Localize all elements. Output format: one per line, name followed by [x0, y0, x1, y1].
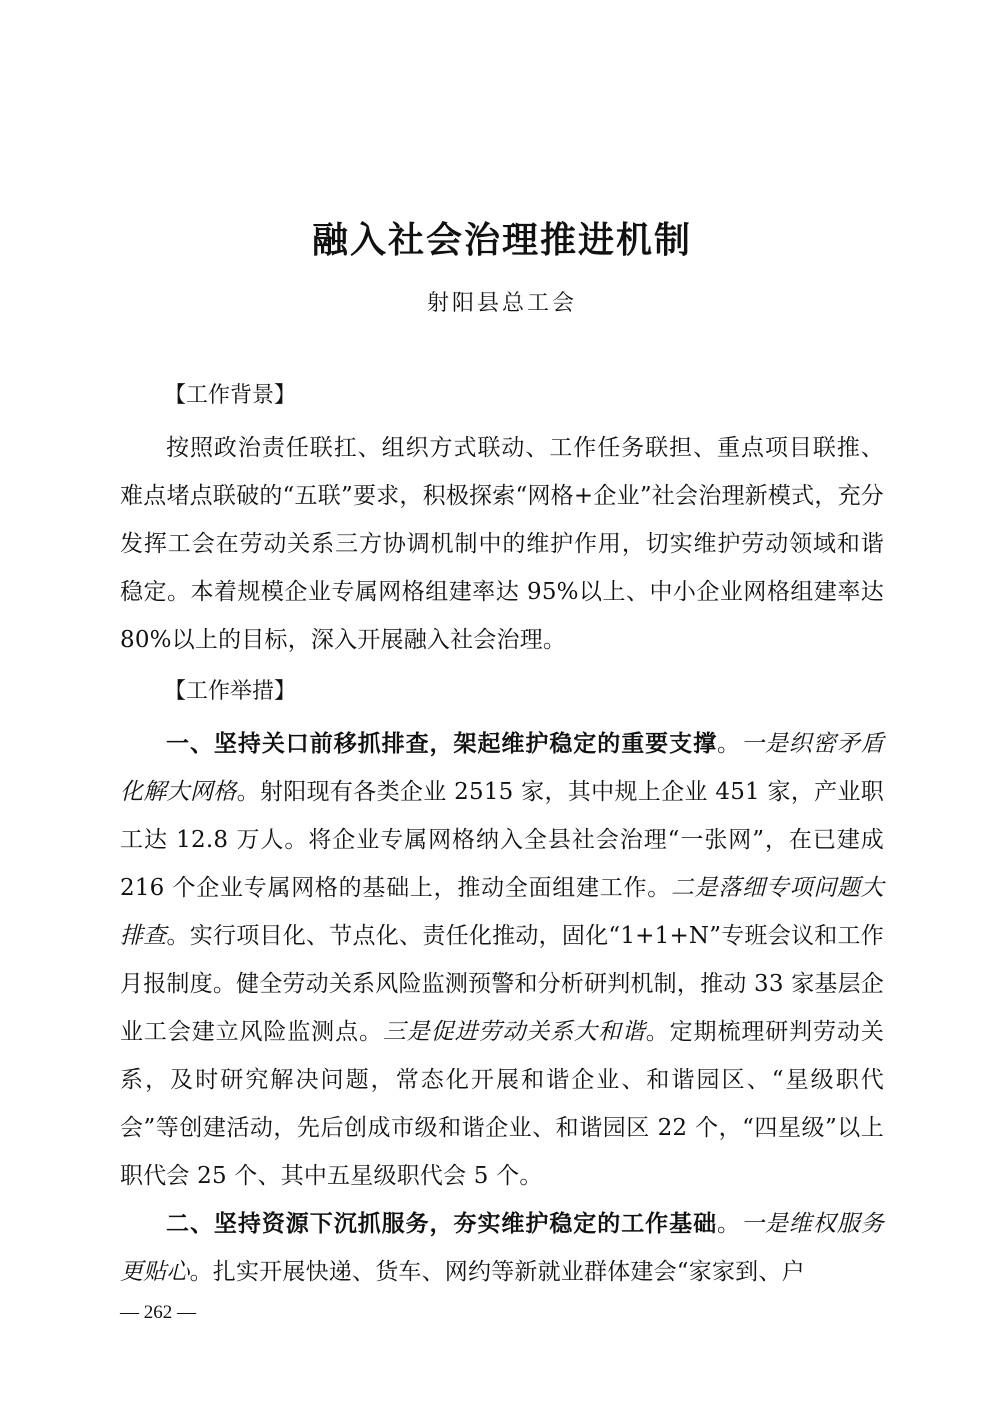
- measure-2-subhead: 二、坚持资源下沉抓服务，夯实维护稳定的工作基础: [166, 1211, 718, 1237]
- section-heading-measures: 【工作举措】: [164, 679, 297, 704]
- measure-2-period: 。: [717, 1211, 742, 1237]
- paragraph-background: 按照政治责任联扛、组织方式联动、工作任务联担、重点项目联推、难点堵点联破的“五联”要求，积极探索“网格+企业”社会治理新模式，充分发挥工会在劳动关系三方协调机制中的维护作用，切实维护劳动领域和谐稳定。本着规模企业专属网格组建率达 95%以上、中小企业网格组建率达 80%以上的目标，深入开展融入社会治理。: [120, 435, 884, 653]
- measure-2-text-1: 。扎实开展快递、货车、网约等新就业群体建会“家家到、户: [189, 1259, 805, 1285]
- paragraph-measure-2: [120, 1200, 884, 1296]
- measure-1-point-2: 二是落细专项问题大排查: [120, 875, 884, 949]
- measure-2-point-1: 一是维权服务更贴心: [120, 1211, 885, 1285]
- measure-1-text-2: 。实行项目化、节点化、责任化推动，固化“1+1+N”专班会议和工作月报制度。健全劳动关系风险监测预警和分析研判机制，推动 33 家基层企业工会建立风险监测点。: [120, 923, 884, 1045]
- paragraph-measure-1: [120, 720, 884, 1200]
- page-number: — 262 —: [120, 1302, 196, 1323]
- measure-1-text-1: 。射阳现有各类企业 2515 家，其中规上企业 451 家，产业职工达 12.8 万人。将企业专属网格纳入全县社会治理“一张网”，在已建成 216 个企业专属网格的基础上，推动全面组建工作。: [120, 779, 885, 901]
- document-title: 融入社会治理推进机制: [311, 219, 692, 261]
- measure-1-text-3: 。定期梳理研判劳动关系，及时研究解决问题，常态化开展和谐企业、和谐园区、“星级职代会”等创建活动，先后创成市级和谐企业、和谐园区 22 个，“四星级”以上职代会 25 个、其中五星级职代会 5 个。: [120, 1019, 885, 1189]
- document-body: [120, 374, 884, 1296]
- measure-1-period: 。: [717, 731, 742, 757]
- measure-1-subhead: 一、坚持关口前移抓排查，架起维护稳定的重要支撑: [166, 731, 718, 757]
- measure-1-point-1: 一是织密矛盾化解大网格: [120, 731, 885, 805]
- section-heading-background: 【工作背景】: [164, 383, 297, 408]
- document-author: 射阳县总工会: [426, 291, 577, 316]
- measure-1-point-3: 三是促进劳动关系大和谐: [382, 1019, 646, 1045]
